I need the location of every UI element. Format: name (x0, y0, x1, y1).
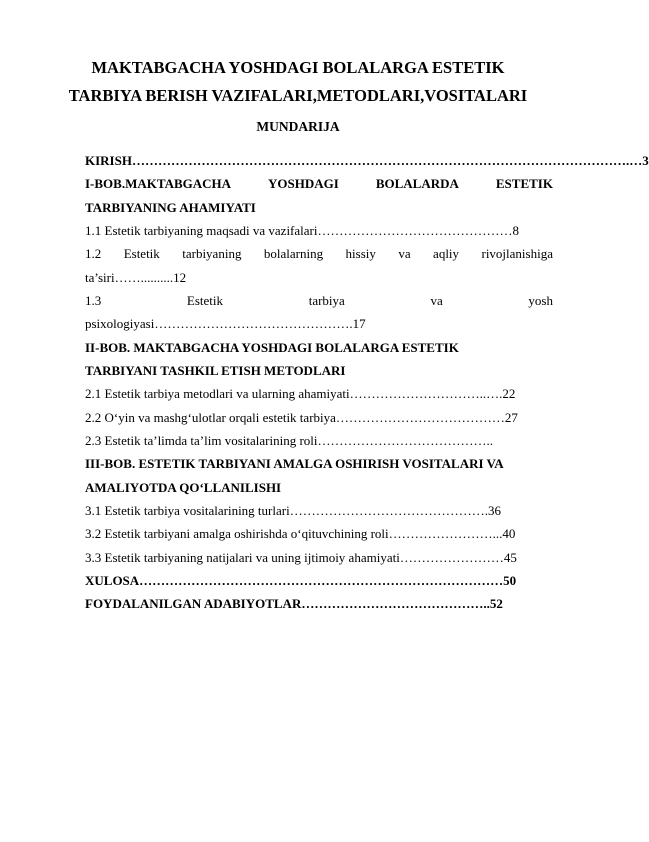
toc-entry-3-2: 3.2 Estetik tarbiyani amalga oshirishda o‘qituvchining roli……………………...40 (85, 526, 516, 541)
toc-word: I-BOB.MAKTABGACHA (85, 176, 232, 191)
toc-entry-adabiyotlar: FOYDALANILGAN ADABIYOTLAR……………………………………..52 (85, 596, 503, 611)
toc-entry-1-3-line-1 (85, 289, 553, 312)
contents-heading: MUNDARIJA (256, 119, 340, 134)
toc-word: bolalarning (263, 246, 324, 261)
toc-entry-xulosa: XULOSA…………………………………………………………………………50 (85, 573, 517, 588)
toc-word: tarbiya (308, 293, 345, 308)
toc-chapter-2-line-2: TARBIYANI TASHKIL ETISH METODLARI (85, 363, 346, 378)
toc-entry-2-3: 2.3 Estetik ta’limda ta’lim vositalarining roli………………………………….. (85, 433, 494, 448)
toc-word: va (398, 246, 411, 261)
toc-word: aqliy (433, 246, 460, 261)
toc-entry-kirish: KIRISH…………………………………………………………………………………………………….…3 (85, 153, 649, 168)
toc-word: Estetik (186, 293, 224, 308)
toc-word: 1.3 (85, 293, 102, 308)
toc-word: yosh (528, 293, 553, 308)
toc-chapter-2-line-1: II-BOB. MAKTABGACHA YOSHDAGI BOLALARGA ESTETIK (85, 340, 459, 355)
toc-chapter-1-line-1 (85, 172, 553, 195)
toc-word: Estetik (123, 246, 160, 261)
toc-word: va (430, 293, 443, 308)
toc-entry-1-2-line-1 (85, 242, 553, 265)
toc-entry-2-1: 2.1 Estetik tarbiya metodlari va ularning ahamiyati…………………………..….22 (85, 386, 516, 401)
document-title-line-2: TARBIYA BERISH VAZIFALARI,METODLARI,VOSITALARI (68, 86, 528, 105)
toc-word: tarbiyaning (182, 246, 242, 261)
toc-word: hissiy (345, 246, 376, 261)
toc-entry-1-2-line-2: ta’siri……..........12 (85, 270, 187, 285)
toc-word: YOSHDAGI (268, 176, 339, 191)
toc-entry-1-3-line-2: psixologiyasi……………………………………….17 (85, 316, 366, 331)
toc-chapter-3-line-1: III-BOB. ESTETIK TARBIYANI AMALGA OSHIRISH VOSITALARI VA (85, 456, 504, 471)
toc-chapter-3-line-2: AMALIYOTDA QO‘LLANILISHI (85, 480, 282, 495)
document-title-line-1: MAKTABGACHA YOSHDAGI BOLALARGA ESTETIK (91, 58, 505, 77)
toc-word: BOLALARDA (375, 176, 459, 191)
toc-entry-1-1: 1.1 Estetik tarbiyaning maqsadi va vazifalari………………………………………8 (85, 223, 519, 238)
toc-entry-2-2: 2.2 O‘yin va mashg‘ulotlar orqali estetik tarbiya…………………………………27 (85, 410, 518, 425)
toc-entry-3-1: 3.1 Estetik tarbiya vositalarining turlari……………………………………….36 (85, 503, 501, 518)
toc-word: ESTETIK (495, 176, 553, 191)
toc-word: rivojlanishiga (481, 246, 553, 261)
toc-entry-3-3: 3.3 Estetik tarbiyaning natijalari va uning ijtimoiy ahamiyati……………………45 (85, 550, 517, 565)
toc-word: 1.2 (85, 246, 102, 261)
toc-chapter-1-line-2: TARBIYANING AHAMIYATI (85, 200, 256, 215)
